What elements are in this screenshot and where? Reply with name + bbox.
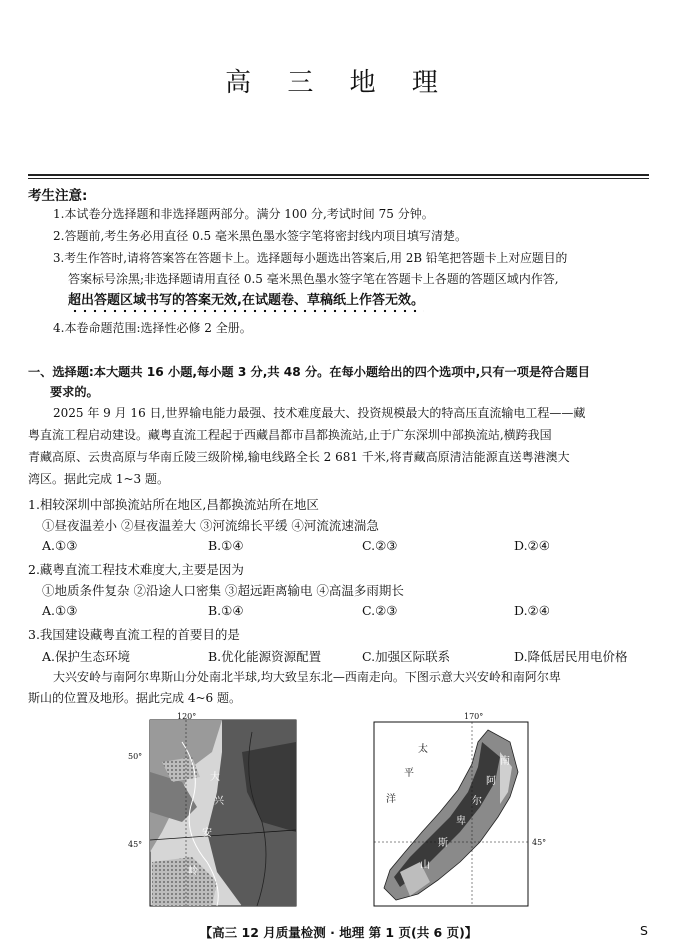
question-2-option-b: B.①④	[208, 603, 244, 618]
question-1-option-c: C.②③	[362, 538, 398, 553]
question-3-option-b: B.优化能源资源配置	[208, 649, 322, 664]
paper-code: S	[640, 923, 648, 938]
map-left-label-char: 安	[202, 828, 212, 839]
question-1-stem: 1.相较深圳中部换流站所在地区,昌都换流站所在地区	[28, 497, 319, 512]
map-right-mountain-char: 卑	[456, 816, 466, 827]
notice-item-1: 1.本试卷分选择题和非选择题两部分。满分 100 分,考试时间 75 分钟。	[53, 207, 434, 221]
question-1-option-d: D.②④	[514, 538, 550, 553]
question-1-option-a: A.①③	[42, 538, 78, 553]
question-2-stem: 2.藏粤直流工程技术难度大,主要是因为	[28, 562, 244, 577]
question-2-option-c: C.②③	[362, 603, 398, 618]
map-left-label-char: 大	[210, 772, 220, 783]
question-2-items: ①地质条件复杂 ②沿途人口密集 ③超远距离输电 ④高温多雨期长	[42, 583, 404, 598]
header-divider	[28, 174, 649, 176]
question-1-items: ①昼夜温差小 ②昼夜温差大 ③河流绵长平缓 ④河流流速湍急	[42, 518, 379, 533]
question-3-option-a: A.保护生态环境	[42, 649, 131, 664]
notice-item-3-line-2: 答案标号涂黑;非选择题请用直径 0.5 毫米黑色墨水签字笔在答题卡上各题的答题区域内作答,	[68, 272, 559, 286]
header-divider-thin	[28, 178, 649, 179]
notice-heading: 考生注意:	[28, 188, 88, 204]
map-left-label-char: 兴	[214, 796, 224, 807]
map-right-mountain-char: 斯	[438, 838, 448, 849]
question-3-option-c: C.加强区际联系	[362, 649, 451, 664]
passage-1-line-1: 2025 年 9 月 16 日,世界输电能力最强、技术难度最大、投资规模最大的特高压直流输电工程——藏	[53, 406, 586, 420]
passage-1-line-3: 青藏高原、云贵高原与华南丘陵三级阶梯,输电线路全长 2 681 千米,将青藏高原清洁能源直送粤港澳大	[28, 450, 570, 464]
question-2-option-a: A.①③	[42, 603, 78, 618]
map-right-latitude-label: 45°	[532, 838, 547, 847]
notice-item-2: 2.答题前,考生务必用直径 0.5 毫米黑色墨水签字笔将密封线内项目填写清楚。	[53, 229, 467, 243]
map-right-longitude-label: 170°	[464, 712, 484, 721]
page-title: 高 三 地 理	[225, 68, 452, 98]
map-southern-alps	[360, 712, 560, 908]
map-right-ocean-char: 洋	[386, 794, 396, 805]
question-3-option-d: D.降低居民用电价格	[514, 649, 628, 664]
map-left-latitude-top: 50°	[128, 752, 143, 761]
map-left-label-char: 岭	[188, 866, 198, 877]
question-3-stem: 3.我国建设藏粤直流工程的首要目的是	[28, 627, 240, 642]
question-1-option-b: B.①④	[208, 538, 244, 553]
map-left-latitude-bottom: 45°	[128, 840, 143, 849]
page-footer: 【高三 12 月质量检测 · 地理 第 1 页(共 6 页)】	[199, 925, 478, 940]
section-header-line-2: 要求的。	[50, 385, 99, 399]
map-left-longitude-label: 120°	[177, 712, 197, 721]
notice-item-3-line-1: 3.考生作答时,请将答案答在答题卡上。选择题每小题选出答案后,用 2B 铅笔把答题卡上对应题目的	[53, 251, 568, 265]
passage-1-line-2: 粤直流工程启动建设。藏粤直流工程起于西藏昌都市昌都换流站,止于广东深圳中部换流站,横跨我国	[28, 428, 552, 442]
map-right-ocean-char: 太	[418, 744, 428, 755]
passage-2-line-2: 斯山的位置及地形。据此完成 4~6 题。	[28, 691, 241, 705]
section-header-line-1: 一、选择题:本大题共 16 小题,每小题 3 分,共 48 分。在每小题给出的四个选项中,只有一项是符合题目	[28, 365, 590, 379]
passage-1-line-4: 湾区。据此完成 1~3 题。	[28, 472, 169, 486]
map-right-ocean-char: 平	[404, 768, 414, 779]
map-right-mountain-char: 南	[500, 756, 510, 767]
question-2-option-d: D.②④	[514, 603, 550, 618]
map-right-mountain-char: 尔	[472, 796, 482, 807]
map-right-mountain-char: 山	[420, 860, 430, 871]
notice-item-4: 4.本卷命题范围:选择性必修 2 全册。	[53, 321, 252, 335]
passage-2-line-1: 大兴安岭与南阿尔卑斯山分处南北半球,均大致呈东北—西南走向。下图示意大兴安岭和南阿尔卑	[53, 670, 561, 684]
map-greater-khingan	[122, 712, 300, 908]
map-right-mountain-char: 阿	[486, 776, 496, 787]
notice-item-3-emphasis: 超出答题区域书写的答案无效,在试题卷、草稿纸上作答无效。	[68, 293, 424, 313]
